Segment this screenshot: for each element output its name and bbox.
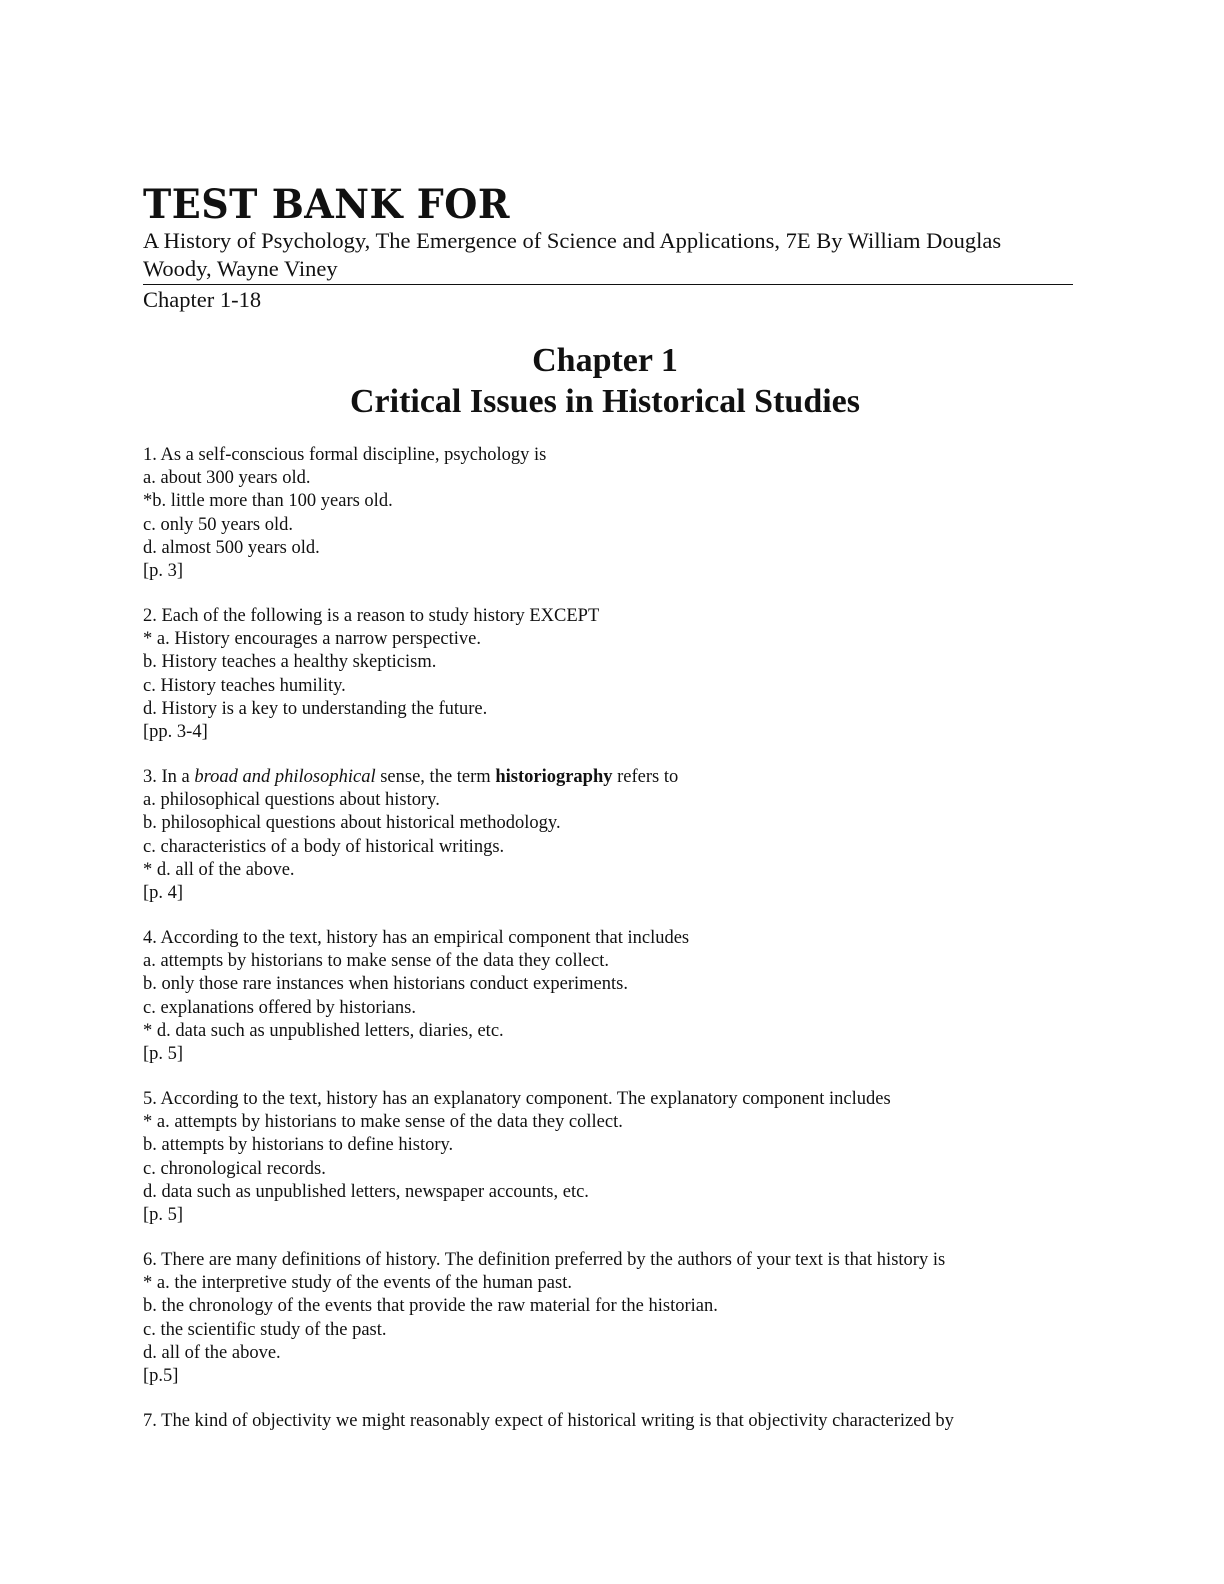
- question-6: [143, 1249, 1073, 1388]
- answer-option-b: b. only those rare instances when historians conduct experiments.: [143, 974, 628, 995]
- question-stem: 1. As a self-conscious formal discipline, psychology is: [143, 445, 547, 465]
- answer-option-c: c. only 50 years old.: [143, 514, 294, 535]
- chapter-heading: [143, 340, 1067, 422]
- page-reference: [p.5]: [143, 1366, 179, 1387]
- stem-prefix: 3. In a: [143, 767, 195, 788]
- answer-option-b: b. History teaches a healthy skepticism.: [143, 652, 437, 673]
- stem-suffix: refers to: [612, 767, 679, 788]
- answer-option-a: * a. attempts by historians to make sense of the data they collect.: [143, 1112, 623, 1133]
- question-5: [143, 1088, 1073, 1227]
- question-stem: [143, 766, 1073, 789]
- page-reference: [p. 4]: [143, 883, 184, 904]
- answer-option-d: d. almost 500 years old.: [143, 537, 320, 558]
- answer-option-a: * a. the interpretive study of the events of the human past.: [143, 1273, 572, 1294]
- question-3: [143, 766, 1073, 905]
- question-list: [143, 444, 1073, 1455]
- answer-option-b: b. the chronology of the events that provide the raw material for the historian.: [143, 1296, 718, 1317]
- answer-option-d: d. all of the above.: [143, 1342, 281, 1363]
- question-1: [143, 444, 1073, 583]
- question-stem: 5. According to the text, history has an explanatory component. The explanatory component includes: [143, 1089, 891, 1110]
- answer-option-a: a. about 300 years old.: [143, 468, 311, 489]
- question-7: [143, 1410, 1073, 1433]
- answer-option-a: a. attempts by historians to make sense of the data they collect.: [143, 951, 609, 972]
- chapter-title: Critical Issues in Historical Studies: [349, 383, 861, 420]
- stem-middle: sense, the term: [375, 767, 496, 788]
- page-reference: [p. 5]: [143, 1044, 184, 1065]
- header-divider: [143, 284, 1073, 285]
- book-title-line-2: Woody, Wayne Viney: [143, 256, 338, 281]
- stem-bold-term: historiography: [495, 767, 613, 788]
- answer-option-c: c. explanations offered by historians.: [143, 997, 416, 1018]
- question-2: [143, 605, 1073, 744]
- answer-option-d: d. History is a key to understanding the future.: [143, 698, 488, 719]
- book-title: [143, 227, 1073, 283]
- question-stem: 4. According to the text, history has an empirical component that includes: [143, 928, 690, 949]
- test-bank-heading: TEST BANK FOR: [143, 180, 510, 228]
- chapter-range: Chapter 1-18: [143, 287, 262, 312]
- answer-option-c: c. History teaches humility.: [143, 675, 346, 696]
- question-stem: 6. There are many definitions of history. The definition preferred by the authors of your text is that history is: [143, 1250, 946, 1271]
- page-reference: [pp. 3-4]: [143, 722, 208, 743]
- answer-option-a: * a. History encourages a narrow perspective.: [143, 629, 482, 650]
- answer-option-b: b. philosophical questions about historical methodology.: [143, 813, 561, 834]
- answer-option-d: * d. all of the above.: [143, 859, 295, 880]
- answer-option-c: c. the scientific study of the past.: [143, 1319, 387, 1340]
- chapter-number: Chapter 1: [532, 342, 678, 379]
- answer-option-b: *b. little more than 100 years old.: [143, 491, 393, 512]
- stem-italic-term: broad and philosophical: [194, 767, 376, 788]
- question-stem: 7. The kind of objectivity we might reasonably expect of historical writing is that objectivity characterized by: [143, 1411, 954, 1432]
- answer-option-b: b. attempts by historians to define history.: [143, 1135, 454, 1156]
- answer-option-a: a. philosophical questions about history.: [143, 790, 440, 811]
- answer-option-d: * d. data such as unpublished letters, diaries, etc.: [143, 1020, 504, 1041]
- page-reference: [p. 3]: [143, 561, 184, 582]
- answer-option-c: c. characteristics of a body of historical writings.: [143, 836, 505, 857]
- answer-option-c: c. chronological records.: [143, 1158, 326, 1179]
- page-reference: [p. 5]: [143, 1205, 184, 1226]
- question-stem: 2. Each of the following is a reason to study history EXCEPT: [143, 606, 600, 627]
- book-title-line-1: A History of Psychology, The Emergence of Science and Applications, 7E By William Douglas: [143, 228, 1002, 253]
- question-4: [143, 927, 1073, 1066]
- answer-option-d: d. data such as unpublished letters, newspaper accounts, etc.: [143, 1181, 589, 1202]
